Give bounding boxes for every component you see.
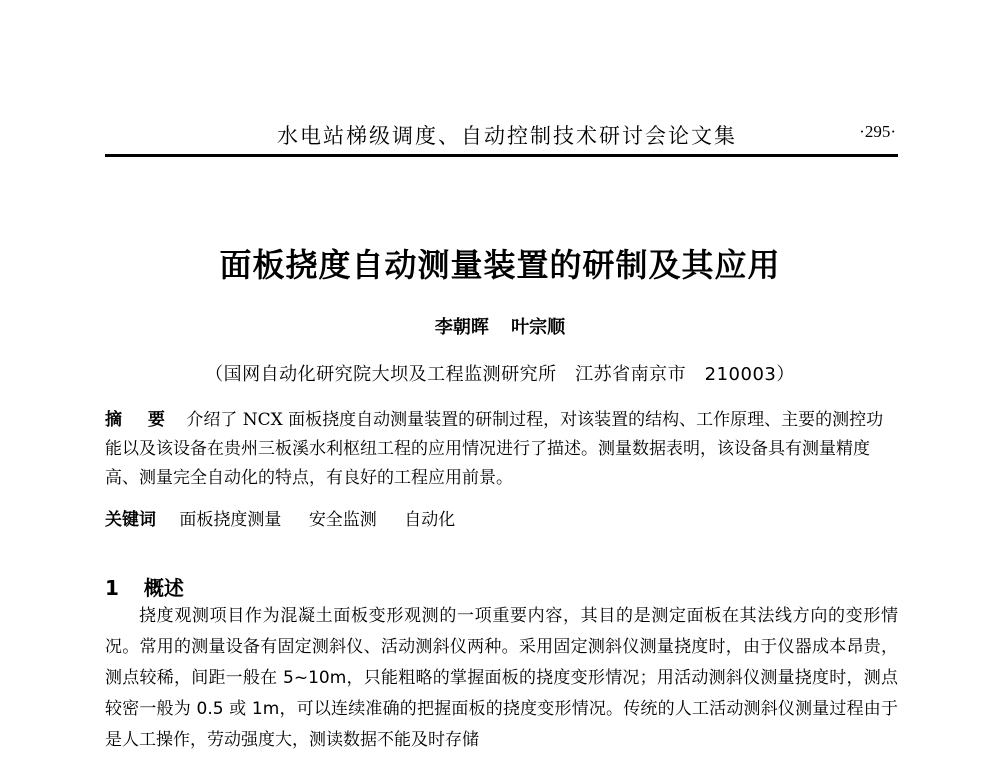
keywords	[105, 505, 898, 530]
author-list	[0, 313, 1000, 339]
abstract-label: 摘 要	[105, 410, 175, 430]
keyword: 自动化	[404, 510, 456, 530]
abstract	[105, 406, 898, 493]
section-number: 1	[105, 576, 119, 600]
page-number: ·295·	[859, 122, 896, 141]
keyword: 安全监测	[308, 510, 377, 530]
affiliation: （国网自动化研究院大坝及工程监测研究所 江苏省南京市 210003）	[205, 364, 795, 385]
keywords-label: 关键词	[105, 510, 156, 530]
section-body-text: 挠度观测项目作为混凝土面板变形观测的一项重要内容，其目的是测定面板在其法线方向的变形情况。常用的测量设备有固定测斜仪、活动测斜仪两种。采用固定测斜仪测量挠度时，由于仪器成本昂贵，测点较稀，间距一般在 5~10m，只能粗略的掌握面板的挠度变形情况；用活动测斜仪测量挠度时，测点较密一般为 0.5 或 1m，可以连续准确的把握面板的挠度变形情况。传统的人工活动测斜仪测量过程由于是人工操作，劳动强度大，测读数据不能及时存储	[105, 606, 898, 750]
keyword: 面板挠度测量	[179, 510, 282, 530]
section-heading	[105, 572, 184, 601]
running-title: 水电站梯级调度、自动控制技术研讨会论文集	[277, 124, 737, 148]
section-title: 概述	[143, 576, 184, 600]
abstract-text: 介绍了 NCX 面板挠度自动测量装置的研制过程，对该装置的结构、工作原理、主要的测控功能以及该设备在贵州三板溪水利枢纽工程的应用情况进行了描述。测量数据表明，该设备具有测量精度高、测量完全自动化的特点，有良好的工程应用前景。	[105, 410, 884, 488]
author-name: 李朝晖	[434, 317, 489, 338]
paper-title: 面板挠度自动测量装置的研制及其应用	[219, 246, 781, 284]
author-name: 叶宗顺	[511, 317, 566, 338]
running-header	[105, 120, 898, 157]
